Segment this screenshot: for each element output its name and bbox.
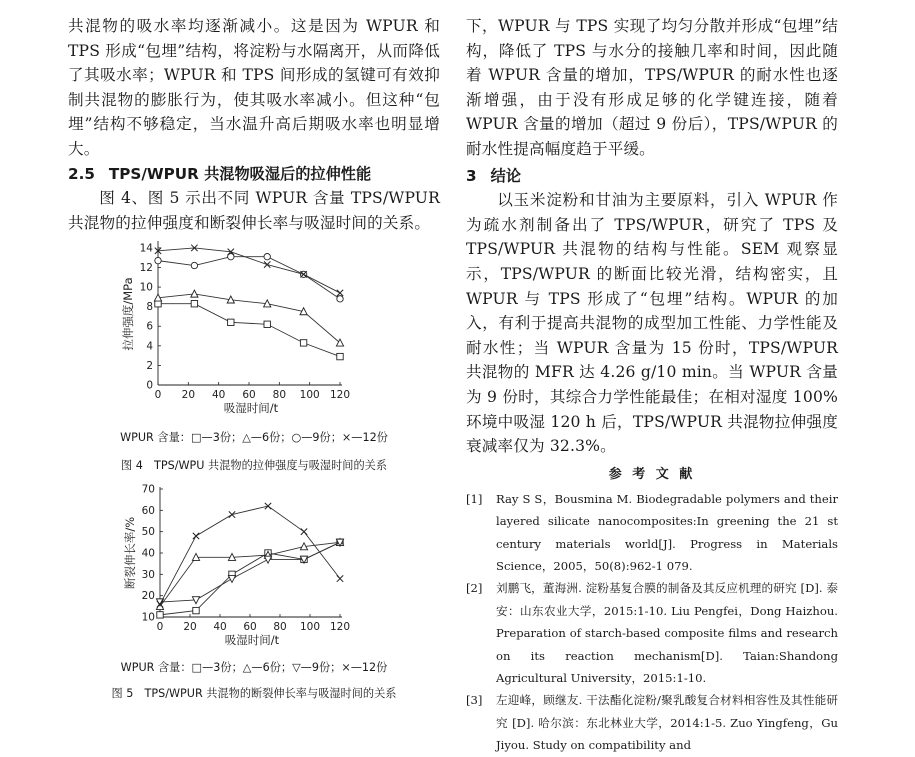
left-column (68, 14, 440, 701)
x-tick-label: 40 (211, 389, 226, 402)
y-tick-label: 6 (146, 321, 153, 334)
reference-item (466, 577, 838, 689)
y-axis-label: 拉伸强度/MPa (121, 277, 135, 351)
figure-caption: 图 5 TPS/WPUR 共混物的断裂伸长率与吸湿时间的关系 (111, 687, 397, 701)
reference-number: [1] (466, 491, 483, 506)
y-axis-label: 断裂伸长率/% (123, 517, 137, 590)
section-number: 3 (466, 166, 477, 185)
figure-caption: 图 4 TPS/WPU 共混物的拉伸强度与吸湿时间的关系 (120, 459, 388, 473)
x-tick-label: 20 (181, 389, 196, 402)
x-tick-label: 40 (213, 621, 227, 634)
reference-text: 刘鹏飞，董海洲. 淀粉基复合膜的制备及其反应机理的研究 [D]. 泰安：山东农业大学，2015:1-10. Liu Pengfei，Dong Haizhou. Preparation of starch-based composite films and research on its reaction mechanism[D]. Taian:Shandong Agricultural University，2015:1-10. (496, 581, 838, 685)
triangle-marker (191, 290, 198, 297)
section-number: 2.5 (68, 164, 95, 183)
y-tick-label: 2 (146, 360, 153, 373)
elongation-chart (68, 483, 440, 661)
x-tick-label: 20 (183, 621, 197, 634)
x-tick-label: 0 (154, 389, 162, 402)
body-paragraph: 下，WPUR 与 TPS 实现了均匀分散并形成“包埋”结构，降低了 TPS 与水分的接触几率和时间，因此随着 WPUR 含量的增加，TPS/WPUR 的耐水性也逐渐增强，由于没有形成足够的化学键连接，随着 WPUR 含量的增加（超过 9 份后），TPS/WPUR 的耐水性提高幅度趋于平缓。 (466, 17, 838, 158)
y-tick-label: 0 (146, 379, 153, 392)
cross-marker (193, 533, 199, 539)
section-heading (466, 164, 838, 189)
square-marker (264, 321, 270, 327)
reference-text: 左迎峰，顾继友. 干法酯化淀粉/聚乳酸复合材料相容性及其性能研究 [D]. 哈尔滨：东北林业大学，2014:1-5. Zuo Yingfeng，Gu Jiyou. Study on compatibility and (496, 693, 838, 753)
square-marker (157, 612, 163, 618)
right-column (466, 14, 838, 757)
series-line (158, 294, 340, 343)
x-tick-label: 120 (329, 621, 351, 634)
circle-marker (337, 296, 343, 302)
reference-item (466, 689, 838, 756)
figure-4 (68, 235, 440, 473)
x-axis-label: 吸湿时间/t (224, 633, 280, 648)
figure-5 (68, 483, 440, 701)
square-marker (191, 301, 197, 307)
x-tick-label: 120 (329, 389, 351, 402)
x-tick-label: 80 (273, 621, 287, 634)
cross-marker (265, 503, 271, 509)
triangle-down-marker (228, 576, 235, 583)
tensile-strength-chart (68, 235, 440, 431)
reference-text: Ray S S，Bousmina M. Biodegradable polymers and their layered silicate nanocomposites:In greening the 21 st century materials world[J]. Progress in Materials Science，2005，50(8):962-1 079. (496, 491, 838, 573)
reference-number: [3] (466, 693, 483, 708)
y-tick-label: 8 (146, 301, 153, 314)
reference-number: [2] (466, 581, 483, 596)
y-tick-label: 60 (141, 505, 155, 518)
square-marker (300, 340, 306, 346)
section-title: TPS/WPUR 共混物吸湿后的拉伸性能 (108, 164, 372, 183)
figure-legend: WPUR 含量：□—3份；△—6份；▽—9份；×—12份 (120, 661, 388, 675)
body-paragraph: 共混物的吸水率均逐渐减小。这是因为 WPUR 和 TPS 形成“包埋”结构，将淀粉与水隔离开，从而降低了其吸水率；WPUR 和 TPS 间形成的氢键可有效抑制共混物的膨胀行为，使其吸水率减小。但这种“包埋”结构不够稳定，当水温升高后期吸水率也明显增大。 (68, 17, 440, 158)
y-tick-label: 50 (141, 526, 155, 539)
x-tick-label: 60 (243, 621, 257, 634)
cross-marker (301, 529, 307, 535)
x-tick-label: 60 (242, 389, 256, 402)
cross-marker (229, 512, 235, 518)
reference-list (466, 488, 838, 757)
series-line (160, 543, 340, 603)
cross-marker (264, 262, 270, 268)
series-line (160, 543, 340, 607)
series-line (158, 257, 340, 299)
y-tick-label: 70 (141, 483, 155, 496)
y-tick-label: 10 (141, 611, 155, 624)
section-title: 结论 (490, 166, 521, 185)
circle-marker (264, 254, 270, 260)
square-marker (228, 319, 234, 325)
body-paragraph: 图 4、图 5 示出不同 WPUR 含量 TPS/WPUR 共混物的拉伸强度和断裂伸长率与吸湿时间的关系。 (68, 189, 440, 232)
reference-item (466, 488, 838, 578)
series-line (158, 248, 340, 293)
square-marker (193, 608, 199, 614)
y-tick-label: 14 (139, 242, 153, 255)
x-tick-label: 100 (299, 621, 321, 634)
figure-legend: WPUR 含量：□—3份；△—6份；○—9份；×—12份 (120, 431, 388, 445)
y-tick-label: 10 (139, 281, 153, 294)
x-tick-label: 100 (299, 389, 320, 402)
y-tick-label: 4 (146, 340, 153, 353)
x-axis-label: 吸湿时间/t (223, 401, 279, 416)
y-tick-label: 40 (141, 547, 155, 560)
body-paragraph: 以玉米淀粉和甘油为主要原料，引入 WPUR 作为疏水剂制备出了 TPS/WPUR，研究了 TPS 及 TPS/WPUR 共混物的结构与性能。SEM 观察显示，TPS/WPUR 的断面比较光滑，结构密实，且 WPUR 与 TPS 形成了“包埋”结构。WPUR 的加入，有利于提高共混物的成型加工性能、力学性能及耐水性；当 WPUR 含量为 15 份时，TPS/WPUR 共混物的 MFR 达 4.26 g/10 min。当 WPUR 含量为 9 份时，其综合力学性能最佳；在相对湿度 100% 环境中吸湿 120 h 后，TPS/WPUR 共混物拉伸强度衰减率仅为 32.3%。 (466, 191, 838, 456)
references-heading: 参 考 文 献 (608, 466, 696, 482)
series-line (158, 304, 340, 357)
section-heading (68, 162, 440, 187)
y-tick-label: 12 (139, 262, 153, 275)
x-tick-label: 0 (156, 621, 164, 634)
square-marker (337, 354, 343, 360)
y-tick-label: 20 (141, 590, 155, 603)
y-tick-label: 30 (141, 569, 155, 582)
circle-marker (155, 258, 161, 264)
circle-marker (191, 263, 197, 269)
x-tick-label: 80 (272, 389, 287, 402)
cross-marker (337, 576, 343, 582)
